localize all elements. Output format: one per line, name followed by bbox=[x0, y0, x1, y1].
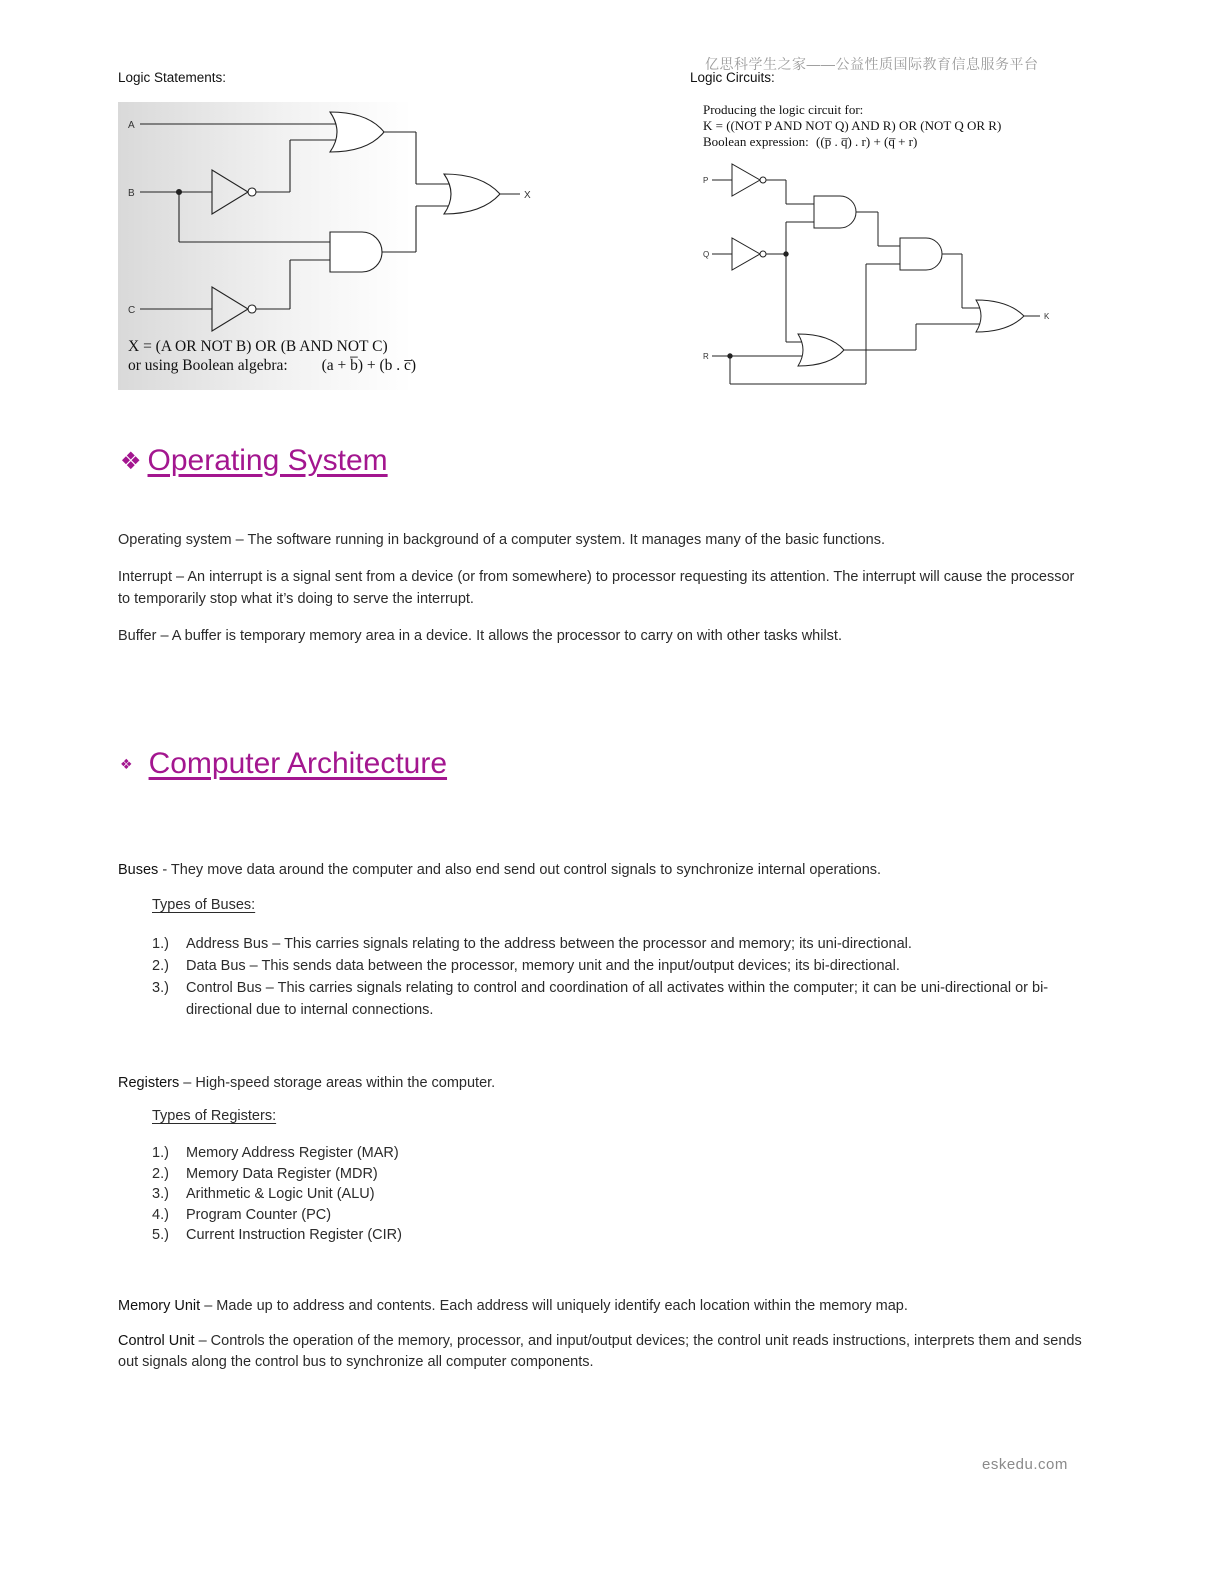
os-paragraph-2: Interrupt – An interrupt is a signal sent from a device (or from somewhere) to processor requesting its attention. The interrupt will cause the processor to temporarily stop what it’s doing to serve the interrupt. bbox=[118, 569, 1075, 607]
list-item: 2.) Memory Data Register (MDR) bbox=[152, 1165, 378, 1182]
list-item: 5.) Current Instruction Register (CIR) bbox=[152, 1227, 402, 1243]
circuit-boolean-prefix: Boolean expression: bbox=[703, 134, 809, 149]
boolean-line bbox=[128, 357, 416, 375]
boolean-expression: (a + b̅) + (b . c̅) bbox=[321, 357, 417, 374]
logic-circuits-label: Logic Circuits: bbox=[690, 70, 775, 85]
watermark: 亿思科学生之家——公益性质国际教育信息服务平台 bbox=[705, 56, 1039, 72]
list-item: 1.) Address Bus – This carries signals relating to the address between the processor and memory; its uni-directional. bbox=[152, 936, 912, 952]
circuit-line-2: K = ((NOT P AND NOT Q) AND R) OR (NOT Q OR R) bbox=[703, 118, 1002, 133]
memory-unit-paragraph bbox=[118, 1295, 1088, 1317]
buses-subheading: Types of Buses: bbox=[152, 897, 256, 913]
list-item: 1.) Memory Address Register (MAR) bbox=[152, 1145, 399, 1161]
list-item: 2.) Data Bus – This sends data between the processor, memory unit and the input/output devices; its bi-directional. bbox=[152, 958, 900, 974]
buses-text: - They move data around the computer and also end send out control signals to synchronize internal operations. bbox=[158, 862, 882, 878]
os-heading-row bbox=[120, 444, 388, 478]
list-item: 3.) Arithmetic & Logic Unit (ALU) bbox=[152, 1186, 375, 1202]
registers-list bbox=[152, 1143, 752, 1246]
diamond-bullet-icon: ❖ bbox=[120, 755, 133, 772]
os-paragraph-1: Operating system – The software running in background of a computer system. It manages many of the basic functions. bbox=[118, 532, 886, 548]
logic-circuits-diagram bbox=[698, 158, 1058, 390]
input-p-label: P bbox=[703, 176, 709, 185]
control-unit-text: – Controls the operation of the memory, processor, and input/output devices; the control unit reads instructions, interprets them and sends out signals along the control bus to synchronize all computer components. bbox=[118, 1333, 1082, 1370]
buses-term: Buses bbox=[118, 862, 159, 878]
os-heading: Operating System bbox=[147, 444, 388, 477]
registers-text: – High-speed storage areas within the computer. bbox=[179, 1075, 496, 1091]
input-q-label: Q bbox=[703, 250, 710, 259]
input-b-label: B bbox=[128, 188, 135, 199]
input-r-label: R bbox=[703, 352, 709, 361]
circuit-line-3 bbox=[703, 134, 917, 150]
registers-subheading: Types of Registers: bbox=[152, 1108, 277, 1124]
memory-unit-term: Memory Unit bbox=[118, 1298, 201, 1314]
diamond-bullet-icon: ❖ bbox=[120, 447, 142, 475]
logic-expression: X = (A OR NOT B) OR (B AND NOT C) bbox=[128, 338, 388, 355]
logic-statements-figure bbox=[118, 102, 538, 390]
control-unit-term: Control Unit bbox=[118, 1333, 195, 1349]
registers-term: Registers bbox=[118, 1075, 180, 1091]
os-paragraph-3: Buffer – A buffer is temporary memory area in a device. It allows the processor to carry on with other tasks whilst. bbox=[118, 628, 842, 644]
circuit-line-1: Producing the logic circuit for: bbox=[703, 102, 864, 117]
list-item: 3.) Control Bus – This carries signals relating to control and coordination of all activates within the computer; it can be uni-directional or bi-directional due to internal connections. bbox=[152, 980, 1049, 1018]
logic-circuits-figure bbox=[698, 100, 1058, 390]
buses-paragraph bbox=[118, 859, 1088, 881]
boolean-prefix: or using Boolean algebra: bbox=[128, 357, 288, 374]
footer-site: eskedu.com bbox=[982, 1456, 1068, 1473]
input-a-label: A bbox=[128, 120, 135, 131]
output-x-label: X bbox=[524, 190, 531, 201]
memory-unit-text: – Made up to address and contents. Each address will uniquely identify each location within the memory map. bbox=[200, 1298, 908, 1314]
list-item: 4.) Program Counter (PC) bbox=[152, 1206, 332, 1223]
output-k-label: K bbox=[1044, 312, 1050, 321]
arch-heading: Computer Architecture bbox=[148, 747, 448, 780]
logic-statements-label: Logic Statements: bbox=[118, 70, 227, 85]
registers-paragraph bbox=[118, 1072, 1088, 1094]
control-unit-paragraph bbox=[118, 1331, 1088, 1373]
buses-list bbox=[152, 933, 1082, 1021]
input-c-label: C bbox=[128, 305, 136, 316]
circuit-boolean-expr: ((p̅ . q̅) . r) + (q̅ + r) bbox=[816, 134, 918, 149]
arch-heading-row bbox=[120, 747, 447, 781]
